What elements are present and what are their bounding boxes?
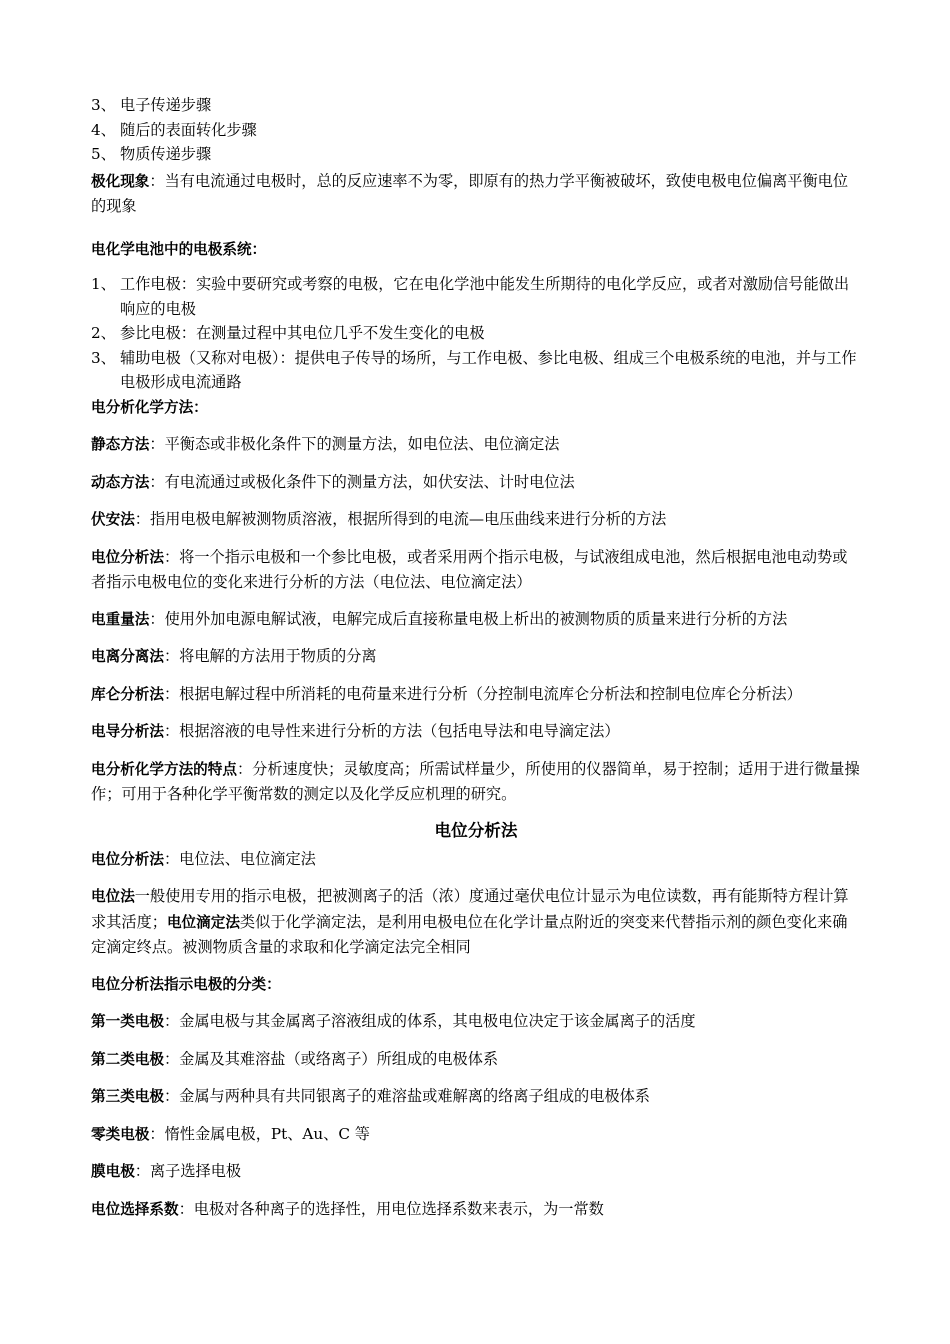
electrode-system-item: 1、 工作电极：实验中要研究或考察的电极，它在电化学池中能发生所期待的电化学反应，或者对激励信号能做出响应的电极 — [91, 275, 849, 318]
term: 动态方法 — [91, 473, 150, 491]
potentiometry-intro: 电位分析法：电位法、电位滴定法 — [91, 849, 316, 868]
term: 电位滴定法 — [166, 913, 240, 931]
term: 静态方法 — [91, 436, 150, 453]
electrode-system-item: 2、 参比电极：在测量过程中其电位几乎不发生变化的电极 — [91, 324, 485, 342]
method-entry: 伏安法：指用电极电解被测物质溶液，根据所得到的电流—电压曲线来进行分析的方法 — [91, 510, 667, 528]
term: 电导分析法 — [91, 723, 164, 740]
method-entry: 动态方法：有电流通过或极化条件下的测量方法，如伏安法、计时电位法 — [91, 472, 575, 491]
document-content — [91, 93, 861, 1222]
electrode-class-entry: 电位选择系数：电极对各种离子的选择性，用电位选择系数来表示，为一常数 — [91, 1199, 604, 1218]
classification-heading: 电位分析法指示电极的分类： — [91, 975, 281, 993]
section-title: 电位分析法 — [434, 820, 518, 840]
electrode-class-entry: 第三类电极：金属与两种具有共同银离子的难溶盐或难解离的络离子组成的电极体系 — [91, 1087, 650, 1105]
step-item — [91, 93, 861, 118]
term: 膜电极 — [91, 1163, 135, 1180]
term: 极化现象 — [91, 172, 150, 190]
method-entry: 电导分析法：根据溶液的电导性来进行分析的方法（包括电导法和电导滴定法） — [91, 722, 620, 740]
methods-heading: 电分析化学方法： — [91, 398, 208, 416]
term: 伏安法 — [91, 511, 135, 528]
potentiometry-detail: 电位法一般使用专用的指示电极，把被测离子的活（浓）度通过毫伏电位计显示为电位读数，再有能斯特方程计算求其活度；电位滴定法类似于化学滴定法，是利用电极电位在化学计量点附近的突变来代替指示剂的颜色变化来确定滴定终点。被测物质含量的求取和化学滴定法完全相同 — [91, 887, 849, 956]
step-text: 电子传递步骤 — [120, 96, 212, 114]
step-number: 5、 — [91, 145, 116, 163]
term: 电位选择系数 — [91, 1200, 179, 1218]
method-entry: 电重量法：使用外加电源电解试液，电解完成后直接称量电极上析出的被测物质的质量来进行分析的方法 — [91, 609, 788, 628]
term: 库仑分析法 — [91, 685, 164, 703]
term: 电分析化学方法的特点 — [91, 760, 237, 778]
polarization-definition: 极化现象：当有电流通过电极时，总的反应速率不为零，即原有的热力学平衡被破坏，致使电极电位偏离平衡电位的现象 — [91, 171, 849, 215]
definition-text: 当有电流通过电极时，总的反应速率不为零，即原有的热力学平衡被破坏，致使电极电位偏离平衡电位的现象 — [91, 171, 849, 215]
step-text: 物质传递步骤 — [120, 145, 212, 163]
term: 电离分离法 — [91, 648, 164, 665]
term: 电重量法 — [91, 610, 150, 628]
electrode-system-item: 3、 辅助电极（又称对电极）：提供电子传导的场所，与工作电极、参比电极、组成三个电极系统的电池，并与工作电极形成电流通路 — [91, 348, 857, 391]
method-entry: 电位分析法：将一个指示电极和一个参比电极，或者采用两个指示电极，与试液组成电池，然后根据电池电动势或者指示电极电位的变化来进行分析的方法（电位法、电位滴定法） — [91, 547, 848, 591]
term: 第一类电极 — [91, 1013, 164, 1030]
term: 零类电极 — [91, 1125, 150, 1143]
step-number: 4、 — [91, 120, 116, 139]
term: 电位分析法 — [91, 850, 164, 868]
step-number: 3、 — [91, 96, 116, 114]
step-text: 随后的表面转化步骤 — [120, 120, 257, 139]
electrode-system-heading: 电化学电池中的电极系统： — [91, 240, 267, 258]
method-entry: 库仑分析法：根据电解过程中所消耗的电荷量来进行分析（分控制电流库仑分析法和控制电位库仑分析法） — [91, 684, 802, 703]
method-entry: 电分析化学方法的特点：分析速度快；灵敏度高；所需试样量少，所使用的仪器简单，易于控制；适用于进行微量操作；可用于各种化学平衡常数的测定以及化学反应机理的研究。 — [91, 759, 860, 803]
step-item — [91, 142, 861, 167]
term: 第二类电极 — [91, 1050, 164, 1068]
electrode-class-entry: 第一类电极：金属电极与其金属离子溶液组成的体系，其电极电位决定于该金属离子的活度 — [91, 1012, 696, 1030]
electrode-class-entry: 膜电极：离子选择电极 — [91, 1162, 242, 1180]
step-item — [91, 118, 861, 143]
method-entry: 电离分离法：将电解的方法用于物质的分离 — [91, 647, 377, 665]
term: 第三类电极 — [91, 1088, 164, 1105]
method-entry: 静态方法：平衡态或非极化条件下的测量方法，如电位法、电位滴定法 — [91, 435, 560, 453]
term: 电位法 — [91, 888, 135, 905]
term: 电位分析法 — [91, 548, 164, 566]
electrode-class-entry: 第二类电极：金属及其难溶盐（或络离子）所组成的电极体系 — [91, 1049, 499, 1068]
electrode-class-entry: 零类电极：惰性金属电极，Pt、Au、C 等 — [91, 1124, 370, 1143]
